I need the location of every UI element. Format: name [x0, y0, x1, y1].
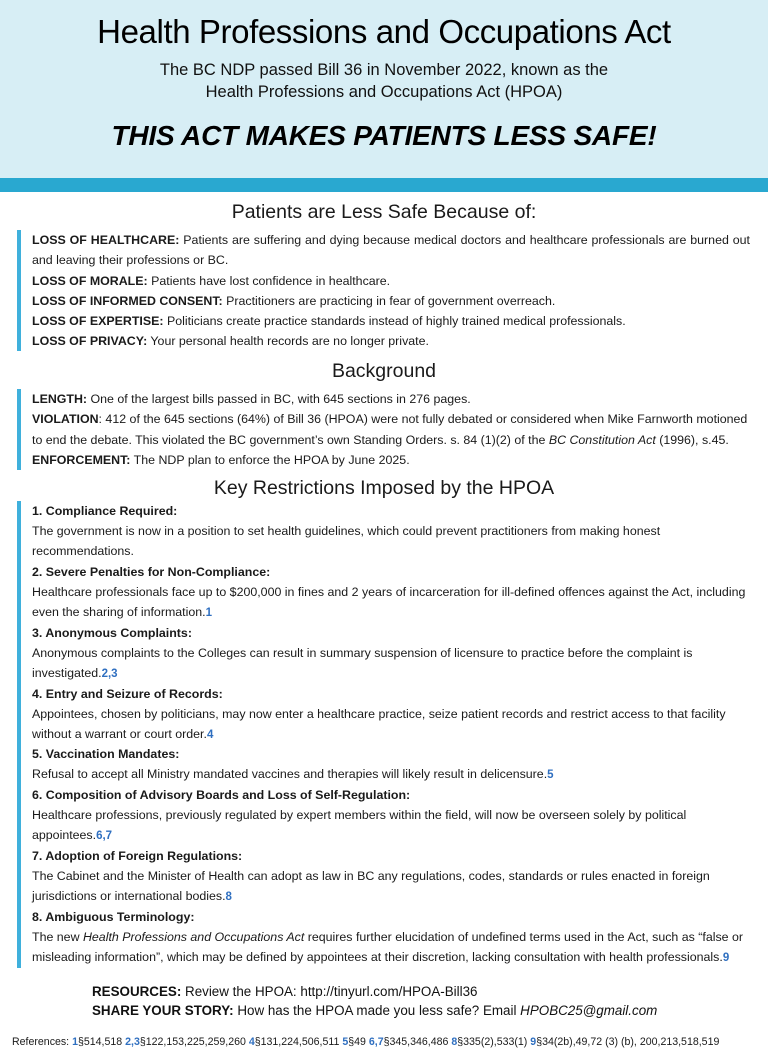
restriction-body-text-1: The government is now in a position to set health guidelines, which could prevent practitioners from making honest recommendations.: [32, 524, 661, 559]
references-line: [0, 1036, 768, 1049]
patients-item-privacy-label: LOSS OF PRIVACY:: [32, 333, 148, 348]
reference-sections-4: §49: [348, 1035, 369, 1048]
restriction-body-text-2: Healthcare professionals face up to $200,000 in fines and 2 years of incarceration for ill-defined offences against the Act, including even the sharing of information.: [32, 585, 746, 620]
page-subtitle-line-2: Health Professions and Occupations Act (HPOA): [205, 83, 563, 102]
restriction-ref-6: 6,7: [96, 830, 113, 843]
restriction-body-text-5: Refusal to accept all Ministry mandated vaccines and therapies will likely result in delicensure.: [32, 767, 548, 782]
patients-item-informed-consent-label: LOSS OF INFORMED CONSENT:: [32, 293, 223, 308]
patients-item-informed-consent-text: Practitioners are practicing in fear of government overreach.: [222, 293, 556, 308]
background-block: [17, 389, 750, 469]
page-title: Health Professions and Occupations Act: [97, 13, 671, 50]
resources-label: RESOURCES:: [92, 983, 182, 999]
restriction-title-2: 2. Severe Penalties for Non-Compliance:: [32, 564, 271, 579]
restriction-body-1: [32, 521, 750, 562]
references-list: [72, 1036, 719, 1048]
restriction-body-text-3: Anonymous complaints to the Colleges can result in summary suspension of licensure to practice before the complaint is investigated.: [32, 645, 693, 680]
background-length-text: One of the largest bills passed in BC, with 645 sections in 276 pages.: [87, 392, 471, 407]
patients-item-expertise-text: Politicians create practice standards instead of highly trained medical professionals.: [163, 313, 626, 328]
background-length: [32, 389, 750, 409]
reference-sections-1: §514,518: [77, 1035, 126, 1048]
key-restrictions-block: [17, 501, 750, 967]
reference-number-2: 2,3: [125, 1035, 140, 1048]
background-enforcement-label: ENFORCEMENT:: [32, 452, 131, 467]
restriction-ref-8: 9: [722, 951, 730, 964]
background-violation-citation: BC Constitution Act: [548, 432, 656, 447]
background-violation-label: VIOLATION: [32, 412, 99, 427]
patients-less-safe-block: [17, 230, 750, 351]
restriction-body-8-act-name: Health Professions and Occupations Act: [82, 929, 305, 944]
patients-item-morale-text: Patients have lost confidence in healthcare.: [147, 273, 391, 288]
reference-sections-3: §131,224,506,511: [254, 1035, 343, 1048]
reference-number-6: 8: [451, 1035, 458, 1048]
reference-sections-6: §335(2),533(1): [457, 1035, 531, 1048]
background-length-label: LENGTH:: [32, 392, 88, 407]
restriction-title-1: 1. Compliance Required:: [32, 504, 178, 519]
page-subtitle: [0, 51, 768, 104]
reference-sections-2: §122,153,225,259,260: [139, 1035, 249, 1048]
background-enforcement: [32, 450, 750, 470]
patients-item-expertise: [32, 311, 750, 331]
patients-item-morale-label: LOSS OF MORALE:: [32, 273, 148, 288]
restriction-title-3: 3. Anonymous Complaints:: [32, 625, 192, 640]
share-story-label: SHARE YOUR STORY:: [92, 1002, 234, 1018]
restriction-ref-2: 1: [205, 607, 212, 620]
reference-number-5: 6,7: [368, 1035, 384, 1048]
background-violation-text-b: (1996), s.45.: [655, 432, 729, 447]
restriction-body-6: [32, 805, 750, 846]
page-subtitle-line-1: The BC NDP passed Bill 36 in November 2022, known as the: [159, 60, 609, 79]
patients-item-healthcare-label: LOSS OF HEALTHCARE:: [32, 233, 180, 248]
reference-number-3: 4: [248, 1035, 255, 1048]
patients-item-privacy-text: Your personal health records are no longer private.: [147, 333, 429, 348]
patients-item-informed-consent: [32, 291, 750, 311]
restriction-body-8: [32, 927, 750, 968]
restriction-title-4: 4. Entry and Seizure of Records:: [32, 686, 223, 701]
page-slogan: THIS ACT MAKES PATIENTS LESS SAFE!: [111, 119, 657, 151]
patients-item-privacy: [32, 331, 750, 351]
background-enforcement-text: The NDP plan to enforce the HPOA by June 2025.: [130, 452, 410, 467]
section-heading-restrictions: Key Restrictions Imposed by the HPOA: [213, 476, 555, 499]
restriction-body-text-6: Healthcare professions, previously regulated by expert members within the field, will now be overseen solely by political appointees.: [32, 808, 687, 843]
restriction-body-5: [32, 764, 750, 785]
restriction-title-7: 7. Adoption of Foreign Regulations:: [32, 848, 243, 863]
restriction-ref-4: 4: [206, 728, 214, 741]
patients-item-morale: [32, 271, 750, 291]
header-banner: [0, 0, 768, 192]
section-heading-background: Background: [331, 359, 437, 382]
resources-line: [92, 982, 768, 1001]
restriction-ref-5: 5: [547, 769, 554, 782]
restriction-body-2: [32, 582, 750, 623]
background-violation: [32, 409, 750, 449]
patients-item-healthcare: [32, 230, 750, 270]
section-heading-patients: Patients are Less Safe Because of:: [231, 201, 537, 223]
patients-item-expertise-label: LOSS OF EXPERTISE:: [32, 313, 164, 328]
restriction-ref-3: 2,3: [101, 667, 118, 680]
restriction-body-7: [32, 866, 750, 907]
banner-accent-bar: [0, 178, 768, 192]
background-violation-text-a: : 412 of the 645 sections (64%) of Bill 36 (HPOA) were not fully debated or considered when Mike Farnworth motioned to end the debate. This violated the BC government’s own Standing Orders. s. 84 (1)(2) of the: [32, 412, 748, 447]
reference-number-7: 9: [530, 1035, 537, 1048]
banner-content: [0, 0, 768, 178]
share-story-email[interactable]: HPOBC25@gmail.com: [520, 1002, 658, 1018]
references-label: References:: [12, 1035, 73, 1048]
restriction-title-5: 5. Vaccination Mandates:: [32, 747, 180, 762]
restriction-body-3: [32, 643, 750, 684]
restriction-title-8: 8. Ambiguous Terminology:: [32, 909, 195, 924]
reference-number-4: 5: [342, 1035, 349, 1048]
share-story-line: [92, 1001, 768, 1020]
reference-sections-7: §34(2b),49,72 (3) (b), 200,213,518,519: [536, 1035, 720, 1048]
share-story-text: How has the HPOA made you less safe? Email: [233, 1002, 521, 1018]
resources-text[interactable]: Review the HPOA: http://tinyurl.com/HPOA-Bill36: [181, 983, 478, 999]
restriction-body-4: [32, 704, 750, 745]
reference-number-1: 1: [72, 1035, 78, 1048]
restriction-body-text-8a: The new: [32, 929, 83, 944]
reference-sections-5: §345,346,486: [383, 1035, 452, 1048]
restriction-ref-7: 8: [225, 891, 232, 904]
restriction-title-6: 6. Composition of Advisory Boards and Loss of Self-Regulation:: [32, 788, 411, 803]
restriction-body-text-8b: requires further elucidation of undefined terms used in the Act, such as “false or misleading information”, which may be defined by appointees at their discretion, lacking consultation with health professionals.: [32, 929, 744, 964]
patients-item-healthcare-text: Patients are suffering and dying because medical doctors and healthcare professionals are burned out and leaving their professions or BC.: [32, 233, 751, 268]
footer-resources: [0, 982, 768, 1020]
restriction-body-text-4: Appointees, chosen by politicians, may now enter a healthcare practice, seize patient records and restrict access to that facility without a warrant or court order.: [32, 706, 726, 741]
restriction-body-text-7: The Cabinet and the Minister of Health can adopt as law in BC any regulations, codes, standards or rules enacted in foreign jurisdictions or international bodies.: [32, 868, 710, 904]
